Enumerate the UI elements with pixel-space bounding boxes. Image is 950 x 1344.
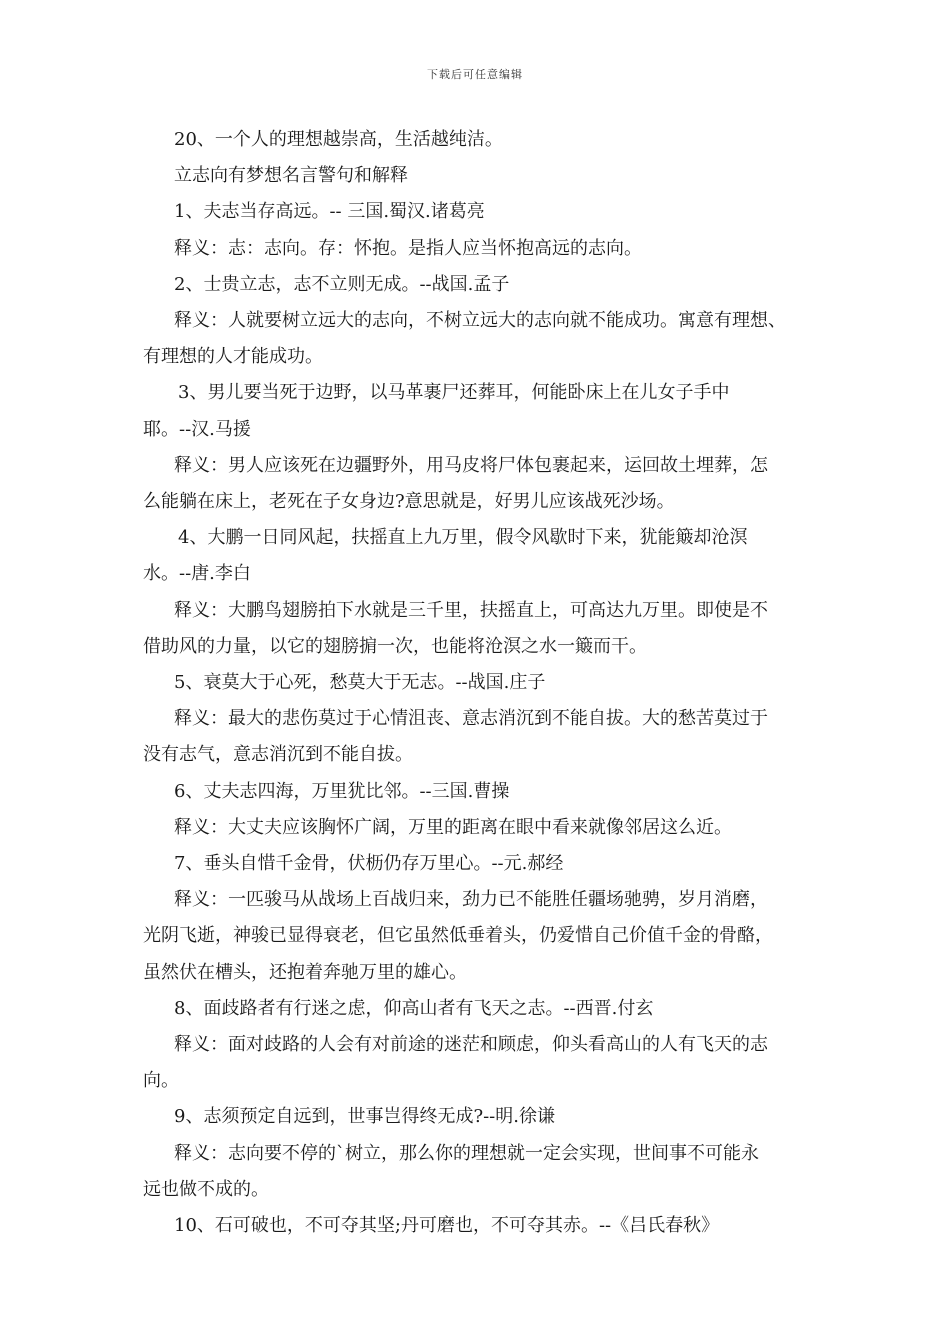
explanation-line: 没有志气，意志消沉到不能自拔。 [143, 744, 413, 766]
explanation-line: 释义：大丈夫应该胸怀广阔，万里的距离在眼中看来就像邻居这么近。 [174, 816, 732, 838]
explanation-line: 释义：大鹏鸟翅膀拍下水就是三千里，扶摇直上，可高达九万里。即使是不 [174, 599, 768, 621]
explanation-line: 虽然伏在槽头，还抱着奔驰万里的雄心。 [143, 961, 467, 983]
explanation-line: 远也做不成的。 [143, 1178, 269, 1200]
explanation-line: 释义：一匹骏马从战场上百战归来，劲力已不能胜任疆场驰骋，岁月消磨， [174, 889, 768, 911]
quote-line: 7、垂头自惜千金骨，伏枥仍存万里心。--元.郝经 [174, 853, 564, 875]
quote-line: 3、男儿要当死于边野，以马革裹尸还葬耳，何能卧床上在儿女子手中 [178, 382, 730, 404]
section-title: 立志向有梦想名言警句和解释 [174, 165, 408, 187]
explanation-line: 光阴飞逝，神骏已显得衰老，但它虽然低垂着头，仍爱惜自己价值千金的骨酪， [143, 925, 773, 947]
explanation-line: 释义：面对歧路的人会有对前途的迷茫和顾虑，仰头看高山的人有飞天的志 [174, 1034, 768, 1056]
explanation-line: 有理想的人才能成功。 [143, 346, 323, 368]
quote-line: 6、丈夫志四海，万里犹比邻。--三国.曹操 [174, 780, 510, 802]
explanation-line: 借助风的力量，以它的翅膀掮一次，也能将沧溟之水一簸而干。 [143, 635, 647, 657]
quote-line: 8、面歧路者有行迷之虑，仰高山者有飞天之志。--西晋.付玄 [174, 997, 654, 1019]
explanation-line: 向。 [143, 1070, 179, 1092]
quote-line: 5、衰莫大于心死，愁莫大于无志。--战国.庄子 [174, 672, 546, 694]
quote-line: 水。--唐.李白 [143, 563, 251, 585]
explanation-line: 释义：最大的悲伤莫过于心情沮丧、意志消沉到不能自拔。大的愁苦莫过于 [174, 708, 768, 730]
quote-line: 1、夫志当存高远。-- 三国.蜀汉.诸葛亮 [174, 201, 485, 223]
page-header: 下载后可任意编辑 [427, 68, 523, 81]
document-body [143, 122, 823, 1244]
quote-line: 4、大鹏一日同风起，扶摇直上九万里，假令风歇时下来，犹能簸却沧溟 [178, 527, 748, 549]
quote-line: 耶。--汉.马援 [143, 418, 251, 440]
quote-line: 9、志须预定自远到，世事岂得终无成?--明.徐谦 [174, 1106, 555, 1128]
explanation-line: 释义：人就要树立远大的志向，不树立远大的志向就不能成功。寓意有理想、 [174, 310, 786, 332]
text-line: 20、一个人的理想越崇高，生活越纯洁。 [174, 129, 503, 150]
quote-line: 2、士贵立志，志不立则无成。--战国.孟子 [174, 273, 510, 295]
explanation-line: 释义：男人应该死在边疆野外，用马皮将尸体包裹起来，运回故土埋葬，怎 [174, 454, 768, 476]
explanation-line: 么能躺在床上，老死在子女身边?意思就是，好男儿应该战死沙场。 [143, 491, 675, 513]
explanation-line: 释义：志：志向。存：怀抱。是指人应当怀抱高远的志向。 [174, 237, 642, 259]
explanation-line: 释义：志向要不停的`树立，那么你的理想就一定会实现，世间事不可能永 [174, 1142, 759, 1164]
quote-line: 10、石可破也，不可夺其坚;丹可磨也，不可夺其赤。--《吕氏春秋》 [174, 1215, 720, 1237]
